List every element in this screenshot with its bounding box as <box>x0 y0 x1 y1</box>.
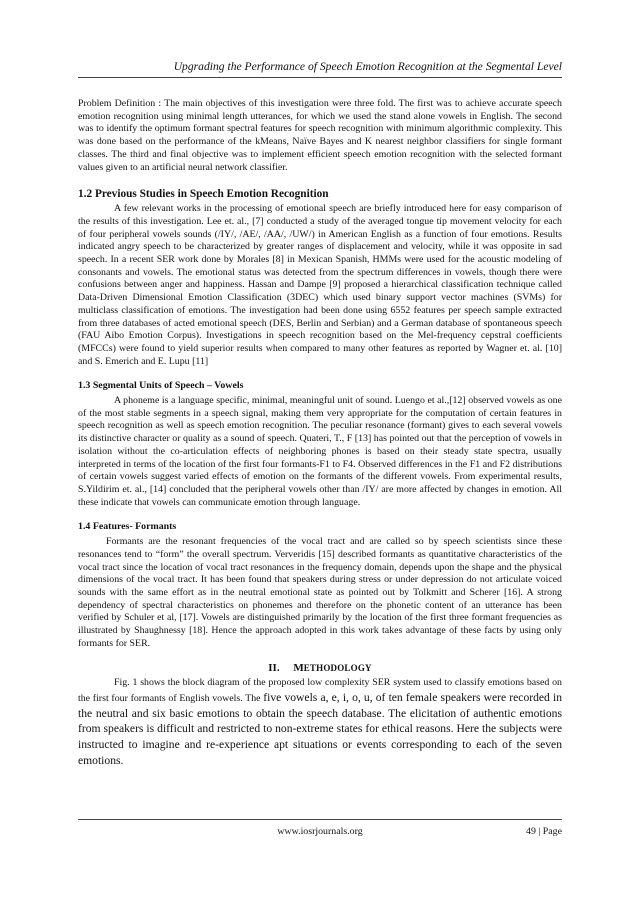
methodology-title-initial: M <box>293 662 304 675</box>
page-number: 49 | Page <box>526 826 562 837</box>
problem-definition-paragraph: Problem Definition : The main objectives of this investigation were three fold. The first was to achieve accurate speech emotion recognition using minimal length utterances, for which we used the stand alone vowels in English. The second was to identify the optimum formant spectral features for speech recognition with minimum algorithmic complexity. This was done based on the performance of the kMeans, Naïve Bayes and K nearest neighbor classifiers for single formant classes. The third and final objective was to implement efficient speech emotion recognition with the selected formant values given to an artificial neural network classifier. <box>78 98 562 173</box>
footer-rule <box>78 819 562 820</box>
previous-studies-paragraph: A few relevant works in the processing of emotional speech are briefly introduced here for easy comparison of the results of this investigation. Lee et. al., [7] conducted a study of the averaged tongue tip movement velocity for each of four peripheral vowels sounds (/IY/, /AE/, /AA/, /UW/) in American English as a function of four emotions. Results indicated angry speech to be characterized by greater ranges of displacement and velocity, while it was opposite in sad speech. In a recent SER work done by Morales [8] in Mexican Spanish, HMMs were used for the acoustic modeling of consonants and vowels. The emotional status was detected from the spectrum differences in vowels, though there were confusions between anger and happiness. Hassan and Dampe [9] proposed a hierarchical classification technique called Data-Driven Dimensional Emotion Classification (3DEC) which used binary support vector machines (SVMs) for multiclass classification of emotions. The investigation had been done using 6552 features per speech sample extracted from three databases of acted emotional speech (DES, Berlin and Serbian) and a German database of spontaneous speech (FAU Aibo Emotion Corpus). Investigations in speech recognition based on the Mel-frequency cepstral coefficients (MFCCs) were found to yield superior results when compared to many other features as reported by Wagner et. al. [10] and S. Emerich and E. Lupu [11] <box>78 203 562 367</box>
methodology-numeral: II. <box>268 662 280 675</box>
section-heading-segmental-units: 1.3 Segmental Units of Speech – Vowels <box>78 380 244 392</box>
section-heading-methodology <box>78 662 562 675</box>
journal-url[interactable]: www.iosrjournals.org <box>277 826 363 837</box>
methodology-title-rest: ETHODOLOGY <box>303 663 372 674</box>
methodology-paragraph <box>78 677 562 768</box>
formants-paragraph: Formants are the resonant frequencies of the vocal tract and are called so by speech scientists since these resonances tend to “form” the overall spectrum. Ververidis [15] described formants as quantitative characteristics of the vocal tract since the location of vocal tract resonances in the frequency domain, depends upon the shape and the physical dimensions of the vocal tract. It has been found that speakers during stress or under depression do not articulate voiced sounds with the same effort as in the neutral emotional state as pointed out by Tolkmitt and Scherer [16]. A strong dependency of spectral characteristics on phonemes and therefore on the phonetic content of an utterance has been verified by Schuler et al, [17]. Vowels are distinguished primarily by the location of the first three formant frequencies as illustrated by Shaughnessy [18]. Hence the approach adopted in this work takes advantage of these facts by using only formants for SER. <box>78 536 562 649</box>
running-title: Upgrading the Performance of Speech Emotion Recognition at the Segmental Level <box>173 60 562 73</box>
methodology-text-part-b: five vowels a, e, i, o, u, of ten female speakers were recorded in the neutral and six basic emotions to obtain the speech database. The elicitation of authentic emotions from speakers is difficult and restricted to non-extreme states for ethical reasons. Here the subjects were instructed to imagine and re-experience apt situations or events corresponding to each of the seven emotions. <box>78 690 562 767</box>
section-heading-previous-studies: 1.2 Previous Studies in Speech Emotion Recognition <box>78 188 329 201</box>
methodology-text-part-a: Fig. 1 shows the block diagram of the proposed low complexity SER system used to classify emotions based on the first four formants of English vowels. The <box>78 677 562 704</box>
page-body <box>78 98 562 768</box>
segmental-units-paragraph: A phoneme is a language specific, minimal, meaningful unit of sound. Luengo et al.,[12] observed vowels as one of the most stable segments in a speech signal, making them very appropriate for the computation of certain features in speech recognition as well as speech emotion recognition. The peculiar resonance (formant) gives to each several vowels its distinctive character or quality as a sound of speech. Quateri, T., F [13] has pointed out that the perception of vowels in isolation without the co-articulation effects of neighboring phones is based on their steady state spectra, usually interpreted in terms of the location of the first four formants-F1 to F4. Observed differences in the F1 and F2 distributions of certain vowels suggest varied effects of emotion on the formants of the different vowels. From experimental results, S.Yildirim et. al., [14] concluded that the peripheral vowels other than /IY/ are more affected by changes in emotion. All these indicate that vowels can communicate emotion through language. <box>78 395 562 508</box>
section-heading-formants: 1.4 Features- Formants <box>78 521 177 533</box>
header-rule <box>78 77 562 78</box>
